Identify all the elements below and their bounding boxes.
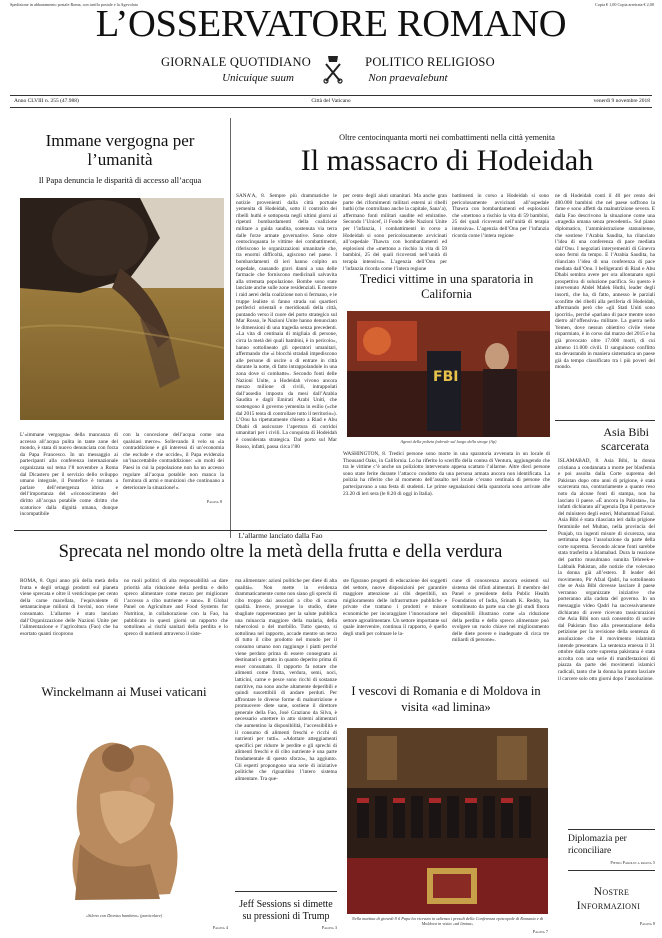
- fao-col1: ROMA, 8. Ogni anno più della metà della frutta e degli ortaggi prodotti sul pianeta viene sprecata e oltre il venticinque per cento della carne macellata, l’equivalente di settantacinque milioni di bovini, non viene consumato. L’allarme è stato lanciato dall’Organizzazione delle Nazioni Unite per l’alimentazione e l’agricoltura (Fao) che ha esortato quanti ricoprono: [20, 578, 118, 637]
- issue-date: venerdì 9 novembre 2018: [593, 98, 650, 104]
- california-caption: Agenti della polizia federale sul luogo della strage (Ap): [400, 439, 497, 444]
- svg-text:FBI: FBI: [433, 369, 459, 385]
- main-col4: ne di Hodeidah conti il 40 per cento dei 400.000 bambini che nel paese soffrono la fame e sono affetti da malnutrizione severa. E dalla Fao descrivono la situazione come una «tragedia umana senza precedenti». Sul piano diplomatico, l’amministrazione statunitense, che sostiene l’Arabia Saudita, ha rilanciato l’idea di una conferenza di pace mediata dall’Onu. I negoziati interyemeniti di Ginevra sono fermi da tempo. E l’Arabia Saudita, ha rilanciato l’idea di una conferenza di pace mediata dall’Onu. I belligeranti di Riad e Abu Dhabi sembra avere per ora allontanato ogni prospettiva di soluzione pacifica. Su questo è intervenuto Abdel Malek Huthi, leader degli insorti, che ha, di fatto, annesso le parziali sconfitte dei ribelli alla periferia di Hodeidah, affermando però che «gli Stati Uniti sono ipocriti», perché «parlano di pace mentre sono dietro all’offensiva» militare. La guerra nello Yemen, dove nessun obiettivo civile viene risparmiato, è in corso dal marzo del 2015 e ha già provocato oltre 17.000 morti, di cui almeno 11.000 civili. Il sanguinoso conflitto sta devastando in maniera sistematica un paese già da tempo classificato tra i più poveri del mondo.: [555, 193, 655, 371]
- papal-keys-emblem-icon: [321, 54, 345, 84]
- left-article-title: Immane vergogna per l’umanità: [45, 131, 195, 169]
- nostre-title-1: Nostre: [593, 886, 630, 898]
- masthead-sub-right: POLITICO RELIGIOSO: [365, 55, 495, 69]
- fao-kicker: L’allarme lanciato dalla Fao: [238, 531, 323, 540]
- asia-bibi-title: Asia Bibi scarcerata: [601, 425, 649, 453]
- nostre-title-2: Informazioni: [576, 900, 641, 912]
- asia-bibi-rule: [555, 420, 655, 421]
- masthead-title: L’OSSERVATORE ROMANO: [95, 3, 567, 45]
- issue-number: Anno CLVIII n. 255 (47.988): [14, 98, 79, 104]
- asia-bibi-text: ISLAMABAD, 8. Asia Bibi, la donna cristiana a condannata a morte per blasfemia e poi assolta dalla Corte suprema del Pakistan dopo otto anni di prigione, è stata scarcerata ma, contrariamente a quanto reso noto da alcune fonti di stampa, non ha lasciato il paese. «È ancora in Pakistan», ha infatti dichiarato all’agenzia Dpa il portavoce del ministero degli esteri, Mohammad Faisal. Asia Bibi è stata rilasciata ieri dalla prigione femminile nel Multan, nella provincia del Punjab, tra ingenti misure di sicurezza, una settimana dopo l’assoluzione da parte della corte suprema. Secondo alcune fonti sarebbe stata trasferita a Islamabad. Dura la reazione del partito musulmano sunnita Tehreek-e-Labbaik Pakistan, alle notizie che volevano la donna già all’estero. Il leader del movimento, Pir Afzal Qadri, ha sottolineato che se Asia Bibi dovesse lasciare il paese verranno organizzate iniziative che porteranno alla caduta del governo. In un messaggio video Qadri ha successivamente dichiarato di avere ricevuto rassicurazioni che Asia Bibi non sarà consentito di uscire dal Pakistan fino alla presentazione della petizione per la revisione della sentenza di assoluzione che il movimento islamista intende presentare. La sentenza emessa il 31 ottobre dalla corte suprema pakistana è stata accolta con una serie di manifestazioni di piazza da parte dei movimenti islamici radicali, tanto che la donna ha potuto lasciare il carcere solo otto giorni dopo l’assoluzione.: [558, 458, 655, 682]
- fao-col4: ste figurano progetti di educazione dei soggetti del settore, nuove disposizioni per garantire maggiore attenzione ai cibi deperibili, un miglioramento delle infrastrutture pubbliche e private che trattano i prodotti e misure economiche per incoraggiare l’innovazione nel settore agroalimentare. Un settore importante sul quale intervenire, continua il rapporto, è quello degli studi per colmare le la-: [343, 578, 447, 637]
- dateline-city: Città del Vaticano: [311, 98, 351, 104]
- left-article-col1: L’«immane vergogna» della mancanza di accesso all’acqua pulita in tante zone del mondo, è stata di nuovo denunciata con forza da Papa Francesco. In un messaggio ai partecipanti alla conferenza internazionale organizzata sul tema l’8 novembre a Roma dal Dicastero per il servizio dello sviluppo umano integrale, il Pontefice è tornato a parlare dell’emergenza idrica e dell’importanza del «riconoscimento del diritto all’acqua potabile come diritto che scaturisce dalla dignità umana, dunque incompatibile: [20, 432, 118, 518]
- vescovi-page-ref[interactable]: Pagina 7: [532, 929, 548, 934]
- masthead-sub-left: GIORNALE QUOTIDIANO: [161, 55, 311, 69]
- left-article-subtitle: Il Papa denuncia le disparità di accesso all’acqua: [38, 176, 202, 185]
- main-headline: Il massacro di Hodeidah: [300, 144, 594, 177]
- california-shooting-photo: [347, 311, 550, 437]
- diplomazia-author[interactable]: Pietro Parolin a pagina 5: [610, 860, 655, 865]
- left-article-page-ref[interactable]: Pagina 8: [206, 499, 222, 504]
- winckelmann-caption: «Sileno con Dioniso bambino» (particolare): [85, 913, 163, 918]
- child-drinking-water-photo: [20, 198, 224, 420]
- sessions-rule: [235, 891, 337, 892]
- bishops-audience-photo: [347, 728, 548, 914]
- nostre-rule: [568, 870, 655, 871]
- california-text: WASHINGTON, 8. Tredici persone sono morte in una sparatoria avvenuta in un locale di Thousand Oaks, in California. Lo ha riferito lo sceriffo della contea di Ventura, aggiungendo che tra le vittime c’è anche un poliziotto intervenuto appena scattato l’allarme. Altre dieci persone sono state ferite durante l’attacco condotto da una persona armata ancora non identificata. La polizia ha riferito che al momento dell’assalto nel locale c’erano centinaia di persone che partecipavano a una festa di studenti. Le prime segnalazioni della sparatoria sono arrivate alle 23.20 di ieri sera (le 8.20 di oggi in Italia).: [343, 451, 550, 497]
- nostre-page-ref[interactable]: Pagina 8: [639, 921, 655, 926]
- main-kicker: Oltre centocinquanta morti nei combattimenti nella città yemenita: [339, 133, 555, 142]
- sessions-title: Jeff Sessions si dimette su pressioni di Trump: [239, 899, 333, 922]
- fao-col3: ma alimentare: azioni politiche per diete di alta qualità». Non mette in evidenza drammaticamente come non siano gli sprechi di cibo troppo dai associati a cibo di scarsa qualità. Invece, prosegue lo studio, diete sbagliate rappresentano per la salute pubblica una minaccia maggiore della malaria, della tubercolosi o del morbillo. Tutto questo, si sottolinea nel rapporto, accade mentre un terzo di tutto il cibo prodotto nel mondo per il consumo umano non raggiunge i piatti perché viene perduto prima di essere consegnato ai destinatari o gettato in quanto deperito prima di esser consumato. Il rapporto fa notare che alimenti come frutta, verdura, semi, noci, latticini, carne e pesce sono ricchi di sostanze nutritive, ma sono anche altamente deperibili e quindi suscettibili di andare perduti. Per affrontare le diverse forme di malnutrizione e promuovere diete sane, sostiene il direttore generale della Fao, José Graziano da Silva, è necessario «mettere in atto sistemi alimentari che aumentino la disponibilità, l’accessibilità e il consumo di alimenti freschi e ricchi di nutrienti per tutti». «Adottare atteggiamenti specifici per ridurre le perdite e gli sprechi di alimenti freschi e di cibo nutriente è una parte fondamentale di questo sforzo», ha aggiunto. Gli esperti propongono una serie di iniziative politiche che riguardino l’intero sistema alimentare. Tra que-: [235, 578, 337, 782]
- sculpture-photo: [20, 724, 228, 910]
- price-note: Copia € 1,00 Copia arretrata € 2,00: [594, 2, 654, 7]
- main-col1: SANA’A, 8. Sempre più drammatiche le notizie provenienti dalla città portuale yemenita di Hodeidah, sotto il controllo dei ribelli huthi e sottoposta negli ultimi giorni ai ripetuti bombardamenti della coalizione militare a guida saudita, sostenuta via terra dalle forze armate governative. Sono oltre centocinquanta le vittime dei combattimenti, riferiscono le organizzazioni umanitarie che, tra enormi difficoltà, agiscono nel paese. I bombardamenti di ieri hanno colpito un ospedale, causando gravi danni a una delle farmacie che forniscono medicinali salvavita alla stremata popolazione. Bombe sono state lanciate anche sulle zone residenziali. E mentre i raid aerei della coalizione non si fermano, e le truppe lealiste si fanno strada sui quartieri periferici orientali e meridionali della città, puntando verso il cuore del porto strategico sul Mar Rosso, le Nazioni Unite hanno denunciato le dimensioni di una tragedia senza precedenti. «La vita di centinaia di migliaia di persone, circa la metà dei quali bambini, è in pericolo», hanno sottolineato gli operatori umanitari, affermando che «i blocchi stradali impediscono alle persone di uscire o di entrare in città durante la notte, di fatto intrappolandole in una zona dove si combatte». Secondo fonti delle Nazioni Unite, a Hodeidah vivono ancora mezzo milione di civili, intrappolati dall’assedio imposto da mesi dall’Arabia Saudita e dagli Emirati Arabi Uniti, che sostengono il governo yemenita in esilio («che dal 2015 tenta di controllare tutto il territorio»). L’Onu ha ripetutamente chiesto a Riad e Abu Dhabi di assicurare l’apertura di corridoi umanitari per i civili. La conquista di Hodeidah è considerata strategica. Dal porto sul Mar Rosso, infatti, passa circa l’80: [236, 193, 337, 450]
- fao-col5: cune di conoscenza ancora esistenti sul sistema dei rifiuti alimentari. Il membro del Panel e presidente della Public Health Foundation of India, Srinath K. Reddy, ha sottolineato da parte sua che gli studi finora disponibili illustrano come «la riduzione della perdita e dello spreco alimentare può svolgere un ruolo chiave nel miglioramento delle diete povere e inadeguate di circa tre miliardi di persone».: [452, 578, 549, 644]
- vescovi-caption: Nella mattina di giovedì 8 il Papa ha ricevuto in udienza i presuli della Conferenza episcopale di Romania e di Moldova in visita «ad limina»: [351, 916, 544, 927]
- main-col2: per cento degli aiuti umanitari. Ma anche gran parte dei rifornimenti militari esterni ai ribelli huthi (che controllano anche la capitale, Sana’a), affermano fonti militari saudite ed emiratine. Secondo l’Unicef, il Fondo delle Nazioni Unite per l’infanzia, i combattimenti in corso a Hodeidah si sono pericolosamente avvicinati all’ospedale Thawra con bombardamenti ed esplosioni che «mettono a rischio la vita di 59 bambini, 25 dei quali ricoverati nell’unità di terapia intensiva». L’agenzia dell’Onu per l’infanzia ricorda come l’intera regione: [343, 193, 447, 272]
- california-title: Tredici vittime in una sparatoria in California: [359, 272, 534, 301]
- motto-left: Unicuique suum: [222, 72, 294, 84]
- winckelmann-page-ref[interactable]: Pagina 4: [212, 925, 228, 930]
- sessions-page-ref[interactable]: Pagina 3: [321, 925, 337, 930]
- column-divider: [230, 118, 231, 538]
- motto-right: Non praevalebunt: [368, 72, 448, 84]
- diplomazia-rule: [568, 829, 655, 830]
- fao-headline: Sprecata nel mondo oltre la metà della frutta e della verdura: [58, 542, 503, 562]
- winckelmann-title: Winckelmann ai Musei vaticani: [41, 684, 207, 699]
- fao-col2: no ruoli politici di alta responsabilità «a dare priorità alla riduzione della perdita e dello spreco alimentare come mezzo per migliorare l’accesso a cibo nutriente e sano». Il Global Panel on Agriculture and Food Systems for Nutrition, in collaborazione con la Fao, ha pubblicato in questi giorni un rapporto che sottolinea «i rischi sanitari della perdita e lo spreco di nutrienti attraverso il siste-: [124, 578, 228, 637]
- diplomazia-title: Diplomazia per riconciliare: [568, 834, 627, 856]
- postal-note: Spedizione in abbonamento postale Roma, con tariffa postale e la Agevolata: [10, 2, 138, 7]
- vescovi-title: I vescovi di Romania e di Moldova in visita «ad limina»: [351, 684, 541, 714]
- left-article-col2: con la concezione dell’acqua come una qualsiasi merce». Sollevando il velo su «la contraddizione e gli interessi di un’economia che esclude e che uccide», il Papa evidenzia un’inaccettabile contraddizione: «in molti dei Paesi in cui la popolazione non ha un accesso regolare all’acqua potabile non manca la fornitura di armi e munizioni che continuano a deteriorare la situazione!».: [123, 432, 224, 491]
- main-col3: battimenti in corso a Hodeidah si sono pericolosamente avvicinati all’ospedale Thawra con bombardamenti ed esplosioni che «mettono a rischio la vita di 59 bambini, 25 dei quali ricoverati nell’unità di terapia intensiva». L’agenzia dell’Onu per l’infanzia ricorda come l’intera regione: [452, 193, 549, 239]
- masthead-rule-top: [10, 95, 652, 96]
- masthead-rule-bottom: [10, 107, 652, 108]
